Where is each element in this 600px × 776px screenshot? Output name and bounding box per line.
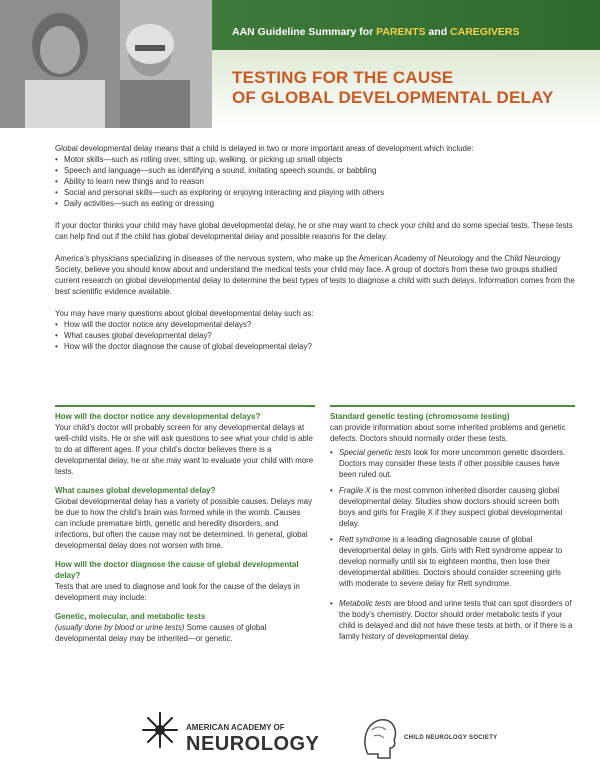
page-title: [232, 68, 554, 108]
item-text: is a leading diagnosable cause of global developmental delay in girls. Girls with Rett syndrome appear to develop normally until six to eighteen months, then lose their developmental abilities. Doctors should consider screening girls with moderate to severe delay for Rett syndrome.: [339, 535, 563, 588]
intro-section: [55, 143, 575, 352]
item-term: Metabolic tests: [339, 599, 392, 608]
photo-illustration: [0, 0, 212, 128]
list-item: • Social and personal skills—such as exploring or enjoying interacting and playing with others: [55, 187, 575, 198]
causes-text: Global developmental delay has a variety of possible causes. Delays may be due to how the child’s brain was formed while in the womb. Causes can include premature birth, genetic and heredity disorders, and infections, but often the cause may not be determined. In general, global developmental delay does not worsen with time.: [55, 497, 313, 550]
list-item: • How will the doctor diagnose the cause of global developmental delay?: [55, 341, 575, 352]
diagnose-text: Tests that are used to diagnose and look for the cause of the delays in development may include:: [55, 582, 300, 602]
list-item: • Speech and language—such as identifying a sound, imitating speech sounds, or babbling: [55, 165, 575, 176]
intro-paragraph: Global developmental delay means that a child is delayed in two or more important areas of development which include:: [55, 144, 474, 153]
title-line-1: TESTING FOR THE CAUSE: [232, 68, 454, 87]
left-column-rule: [55, 405, 315, 407]
tests-note: (usually done by blood or urine tests): [55, 623, 185, 632]
list-item: • Motor skills—such as rolling over, sitting up, walking, or picking up small objects: [55, 154, 575, 165]
item-text: look for more uncommon genetic disorders. Doctors may consider these tests if other possible causes have been ruled out.: [339, 448, 566, 479]
doctor-photo: [0, 0, 212, 128]
right-column: [330, 411, 575, 647]
tests-heading: Genetic, molecular, and metabolic tests: [55, 612, 206, 621]
development-areas-list: [55, 154, 575, 209]
child-head-icon: [360, 714, 400, 764]
list-item: • Ability to learn new things and to reason: [55, 176, 575, 187]
doctor-check-paragraph: If your doctor thinks your child may have global developmental delay, he or she may want to check your child and do some special tests. These tests can help find out if the child has global developmental delay and possible reasons for the delay.: [55, 221, 573, 241]
questions-intro: You may have many questions about global developmental delay such as:: [55, 309, 314, 318]
notice-delays-heading: How will the doctor notice any developmental delays?: [55, 412, 261, 421]
tests-list: [330, 447, 575, 642]
causes-heading: What causes global developmental delay?: [55, 486, 216, 495]
notice-delays-text: Your child’s doctor will probably screen for any developmental delays at well-child visits. He or she will ask questions to see what your child is able to do at different ages. If your child’s doctor believes there is a developmental delay, he or she may want to evaluate your child with more tests.: [55, 423, 314, 476]
diagnose-heading: How will the doctor diagnose the cause of global developmental delay?: [55, 560, 299, 580]
list-item: • Daily activities—such as eating or dressing: [55, 198, 575, 209]
list-item: • What causes global developmental delay?: [55, 330, 575, 341]
item-term: Rett syndrome: [339, 535, 391, 544]
cns-logo-text: CHILD NEUROLOGY SOCIETY: [404, 735, 498, 741]
neuron-icon: [140, 710, 180, 750]
subtitle-and: and: [428, 26, 448, 38]
item-text: is the most common inherited disorder causing global developmental delay. Studies show doctors should screen both boys and girls for Fragile X if they suspect global developmental delay.: [339, 486, 563, 528]
subtitle-prefix: AAN Guideline Summary for: [232, 26, 374, 38]
left-column: [55, 411, 315, 644]
list-item: [330, 534, 575, 589]
tests-text: [55, 622, 315, 644]
guideline-subtitle: [232, 26, 519, 38]
header: [0, 0, 600, 128]
list-item: [330, 447, 575, 480]
list-item: • How will the doctor notice any developmental delays?: [55, 319, 575, 330]
footer: [0, 700, 600, 776]
genetic-testing-text: can provide information about some inherited problems and genetic defects. Doctors should normally order these tests.: [330, 423, 566, 443]
item-term: Fragile X: [339, 486, 371, 495]
aan-logo-text: NEUROLOGY: [186, 733, 320, 755]
right-column-rule: [330, 405, 575, 407]
title-line-2: OF GLOBAL DEVELOPMENTAL DELAY: [232, 88, 554, 107]
genetic-testing-heading: Standard genetic testing (chromosome testing): [330, 412, 510, 421]
subtitle-parents: PARENTS: [376, 26, 426, 38]
tests-rest: Some causes of global developmental delay may be inherited—or genetic.: [55, 623, 267, 643]
subtitle-caregivers: CAREGIVERS: [450, 26, 520, 38]
aan-logo-small-text: AMERICAN ACADEMY OF: [186, 723, 285, 732]
questions-list: [55, 319, 575, 352]
physicians-paragraph: America’s physicians specializing in diseases of the nervous system, who make up the American Academy of Neurology and the Child Neurology Society, believe you should know about and understand the medical tests your child may face. A group of doctors from these two groups studied current research on global developmental delay to determine the best types of tests to diagnose a child with such delays. Information comes from the best scientific evidence available.: [55, 254, 575, 296]
list-item: [330, 485, 575, 529]
list-item: [330, 598, 575, 642]
item-term: Special genetic tests: [339, 448, 412, 457]
header-bar: [212, 0, 600, 50]
item-text: are blood and urine tests that can spot disorders of the body’s chemistry. Doctor should order metabolic tests if your child is delayed and did not have these tests at birth, or if there is a family history of developmental delay.: [339, 599, 573, 641]
